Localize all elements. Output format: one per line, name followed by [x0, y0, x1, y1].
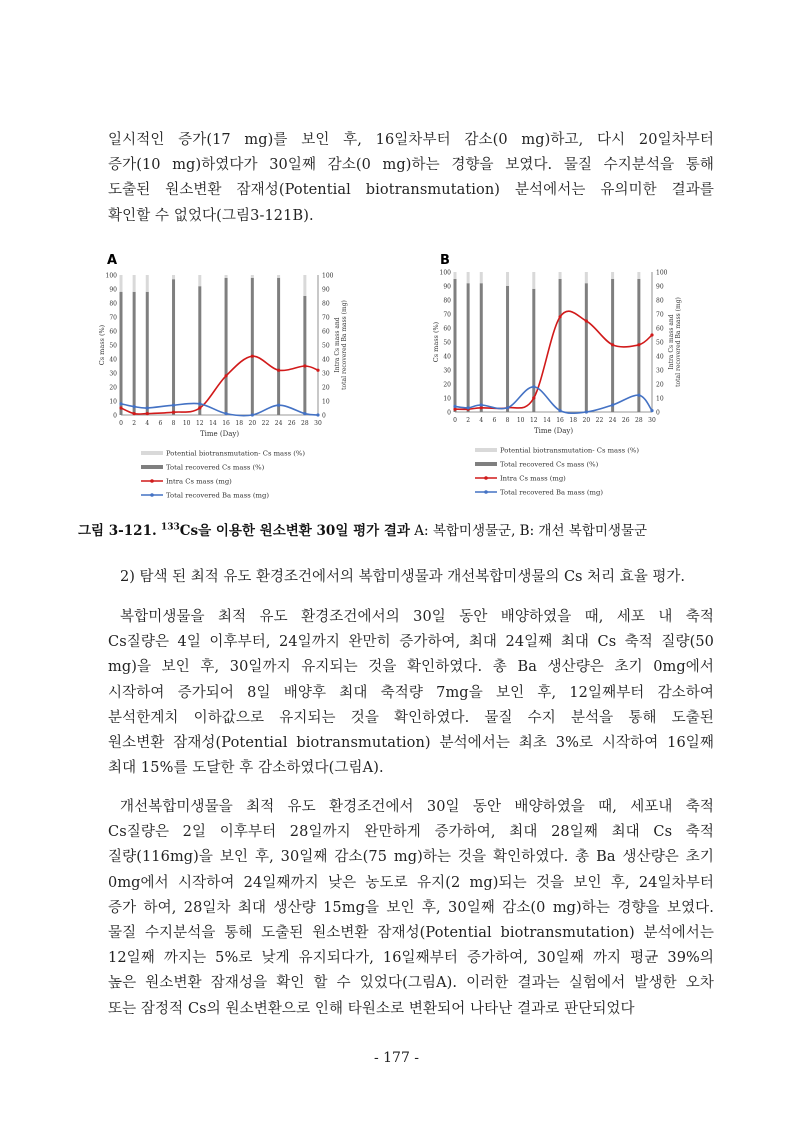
x-tick-label: 18	[235, 420, 244, 427]
legend-marker	[484, 476, 488, 480]
point-ba-mass	[480, 403, 483, 406]
y-tick-label: 40	[443, 353, 451, 361]
y-axis-label: Cs mass (%)	[432, 321, 440, 363]
legend-swatch	[141, 465, 163, 469]
x-tick-label: 24	[608, 417, 617, 424]
paragraph-line: mg)을 보인 후, 30일까지 유지되는 것을 확인하였다. 총 Ba 생산량은 초기 0mg에서	[108, 659, 714, 676]
x-axis-label: Time (Day)	[199, 430, 240, 438]
bar-recovered-cs	[585, 283, 588, 412]
y2-tick-label: 30	[322, 370, 330, 378]
point-ba-mass	[453, 405, 456, 408]
y2-tick-label: 0	[322, 412, 326, 420]
bar-potential-biotransmutation	[506, 272, 509, 286]
y2-tick-label: 20	[322, 384, 330, 392]
x-tick-label: 10	[516, 417, 525, 424]
point-intra-cs	[133, 412, 136, 415]
y2-tick-label: 20	[656, 381, 664, 389]
legend-swatch	[475, 462, 497, 466]
point-intra-cs	[532, 396, 535, 399]
point-ba-mass	[146, 406, 149, 409]
legend-label: Total recovered Ba mass (mg)	[500, 488, 603, 497]
y2-tick-label: 40	[656, 353, 664, 361]
point-ba-mass	[224, 412, 227, 415]
x-tick-label: 6	[158, 420, 163, 427]
bar-recovered-cs	[467, 283, 470, 412]
x-tick-label: 14	[209, 420, 217, 427]
point-ba-mass	[532, 385, 535, 388]
panel-label-b: B	[440, 253, 450, 268]
x-tick-label: 16	[556, 417, 564, 424]
point-ba-mass	[172, 404, 175, 407]
point-intra-cs	[198, 406, 201, 409]
paragraph-line: 또는 잠정적 Cs의 원소변환으로 인해 타원소로 변환되어 나타난 결과로 판단되었다	[108, 1000, 635, 1017]
caption-title: Cs을 이용한 원소변환 30일 평가 결과	[179, 523, 410, 539]
y-tick-label: 80	[443, 297, 451, 305]
panel-label-a: A	[107, 253, 118, 268]
paragraph-line: Cs질량은 2일 이후부터 28일까지 완만하게 증가하여, 최대 28일째 최대 Cs 축적	[108, 824, 714, 841]
x-tick-label: 30	[314, 420, 322, 427]
y2-tick-label: 50	[322, 342, 330, 350]
point-ba-mass	[558, 409, 561, 412]
point-intra-cs	[146, 412, 149, 415]
x-tick-label: 20	[248, 420, 257, 427]
paragraph-line: 시작하여 증가되어 8일 배양후 최대 축적량 7mg을 보인 후, 12일째부터 감소하여	[108, 684, 714, 701]
y2-tick-label: 70	[322, 314, 330, 322]
legend-label: Total recovered Cs mass (%)	[166, 463, 265, 472]
bar-potential-biotransmutation	[454, 272, 457, 279]
bar-potential-biotransmutation	[637, 272, 640, 279]
bar-recovered-cs	[120, 292, 123, 415]
y2-tick-label: 10	[656, 395, 664, 403]
y2-tick-label: 80	[656, 297, 664, 305]
point-intra-cs	[650, 333, 653, 336]
x-tick-label: 16	[222, 420, 230, 427]
x-tick-label: 12	[529, 417, 538, 424]
bar-recovered-cs	[303, 296, 306, 415]
bar-potential-biotransmutation	[120, 275, 123, 292]
y-tick-label: 100	[439, 269, 451, 277]
bar-potential-biotransmutation	[585, 272, 588, 283]
point-intra-cs	[251, 355, 254, 358]
paragraph-line: 물질 수지분석을 통해 도출된 원소변환 잠재성(Potential biotransmutation) 분석에서는	[108, 925, 714, 942]
paragraph-line: 0mg에서 시작하여 24일째까지 낮은 농도로 유지(2 mg)되는 것을 보인 후, 24일차부터	[108, 874, 714, 891]
point-intra-cs	[224, 374, 227, 377]
x-tick-label: 2	[132, 420, 137, 427]
legend-label: Intra Cs mass (mg)	[166, 477, 232, 486]
point-intra-cs	[277, 369, 280, 372]
x-tick-label: 2	[466, 417, 471, 424]
bar-recovered-cs	[532, 289, 535, 412]
y2-tick-label: 90	[656, 283, 664, 291]
point-ba-mass	[119, 402, 122, 405]
x-tick-label: 28	[301, 420, 309, 427]
point-intra-cs	[637, 343, 640, 346]
legend-label: Potential biotransmutation- Cs mass (%)	[166, 449, 306, 458]
x-tick-label: 8	[171, 420, 176, 427]
y2-tick-label: 30	[656, 367, 664, 375]
bar-potential-biotransmutation	[198, 275, 201, 286]
x-tick-label: 22	[595, 417, 604, 424]
paragraph-line: 12일째 까지는 5%로 낮게 유지되다가, 16일째부터 증가하여, 30일째 까지 평균 39%의	[108, 950, 714, 967]
y-tick-label: 10	[109, 398, 117, 406]
point-ba-mass	[637, 394, 640, 397]
y2-axis-label-line1: Intra Cs mass and	[668, 314, 675, 370]
y-tick-label: 40	[109, 356, 117, 364]
bar-recovered-cs	[146, 292, 149, 415]
point-intra-cs	[453, 408, 456, 411]
paragraph-line: 증가(10 mg)하였다가 30일째 감소(0 mg)하는 경향을 보였다. 물질 수지분석을 통해	[108, 157, 714, 174]
paragraph-line: Cs질량은 4일 이후부터, 24일까지 완만히 증가하여, 최대 24일째 최대 Cs 축적 질량(50	[108, 634, 714, 651]
intro-paragraph	[108, 128, 714, 229]
y-tick-label: 80	[109, 300, 117, 308]
y-tick-label: 100	[105, 272, 117, 280]
figure-caption	[78, 519, 647, 539]
point-intra-cs	[316, 369, 319, 372]
y2-tick-label: 80	[322, 300, 330, 308]
bar-potential-biotransmutation	[532, 272, 535, 289]
bar-potential-biotransmutation	[146, 275, 149, 292]
y2-tick-label: 70	[656, 311, 664, 319]
line-intra-cs	[121, 356, 318, 414]
bar-potential-biotransmutation	[303, 275, 306, 296]
y-tick-label: 50	[109, 342, 117, 350]
bar-recovered-cs	[172, 279, 175, 415]
caption-description: A: 복합미생물군, B: 개선 복합미생물군	[409, 523, 648, 539]
section-heading: 2) 탐색 된 최적 유도 환경조건에서의 복합미생물과 개선복합미생물의 Cs 처리 효율 평가.	[120, 569, 685, 585]
y-tick-label: 0	[113, 412, 117, 420]
y2-tick-label: 60	[656, 325, 664, 333]
bar-recovered-cs	[133, 292, 136, 415]
x-tick-label: 4	[479, 417, 484, 424]
y-tick-label: 60	[109, 328, 117, 336]
x-tick-label: 18	[569, 417, 578, 424]
x-tick-label: 30	[648, 417, 656, 424]
paragraph-line: 높은 원소변환 잠재성을 확인 할 수 있었다(그림A). 이러한 결과는 실험에서 발생한 오차	[108, 975, 714, 992]
point-ba-mass	[650, 409, 653, 412]
y-tick-label: 90	[443, 283, 451, 291]
point-ba-mass	[316, 413, 319, 416]
line-ba-mass	[455, 387, 652, 413]
caption-isotope: 133	[160, 522, 180, 533]
legend-swatch	[475, 448, 497, 452]
legend-label: Total recovered Cs mass (%)	[500, 460, 599, 469]
point-intra-cs	[585, 319, 588, 322]
y-tick-label: 30	[109, 370, 117, 378]
point-ba-mass	[467, 406, 470, 409]
y2-tick-label: 0	[656, 409, 660, 417]
point-ba-mass	[277, 404, 280, 407]
legend-marker	[150, 493, 154, 497]
legend-label: Intra Cs mass (mg)	[500, 474, 566, 483]
bar-potential-biotransmutation	[225, 275, 228, 278]
x-tick-label: 26	[621, 417, 630, 424]
y2-tick-label: 100	[322, 272, 334, 280]
bar-recovered-cs	[454, 279, 457, 412]
x-tick-label: 22	[261, 420, 270, 427]
y-tick-label: 30	[443, 367, 451, 375]
point-intra-cs	[558, 315, 561, 318]
bar-recovered-cs	[559, 279, 562, 412]
point-intra-cs	[611, 343, 614, 346]
x-tick-label: 28	[635, 417, 643, 424]
point-ba-mass	[198, 402, 201, 405]
x-tick-label: 8	[505, 417, 510, 424]
paragraph-line: 질량(116mg)을 보인 후, 30일째 감소(75 mg)하는 것을 확인하였다. 총 Ba 생산량은 초기	[108, 849, 714, 866]
chart-panel-a	[96, 265, 426, 515]
x-tick-label: 26	[287, 420, 296, 427]
x-tick-label: 12	[195, 420, 204, 427]
point-ba-mass	[133, 405, 136, 408]
x-axis-label: Time (Day)	[533, 427, 574, 435]
paragraph-line: 원소변환 잠재성(Potential biotransmutation) 분석에서는 최초 3%로 시작하여 16일째	[108, 735, 714, 752]
chart-panel-b	[430, 262, 760, 512]
y-tick-label: 90	[109, 286, 117, 294]
y2-axis-label-line2: total recovered Ba mass (mg)	[341, 300, 348, 390]
y-tick-label: 70	[109, 314, 117, 322]
bar-recovered-cs	[251, 278, 254, 415]
paragraph-line: 최대 15%를 도달한 후 감소하였다(그림A).	[108, 760, 384, 777]
y2-tick-label: 10	[322, 398, 330, 406]
page-number: - 177 -	[373, 1050, 420, 1066]
y-tick-label: 20	[109, 384, 117, 392]
legend-marker	[150, 479, 154, 483]
paragraph-complex-microbes	[108, 605, 714, 781]
point-ba-mass	[611, 403, 614, 406]
y2-axis-label-line2: total recovered Ba mass (mg)	[675, 297, 682, 387]
bar-potential-biotransmutation	[559, 272, 562, 279]
y-tick-label: 60	[443, 325, 451, 333]
legend-label: Total recovered Ba mass (mg)	[166, 491, 269, 500]
caption-label: 그림 3-121.	[78, 523, 157, 539]
x-tick-label: 14	[543, 417, 551, 424]
legend-marker	[484, 490, 488, 494]
paragraph-line: 분석한계치 이하값으로 유지되는 것을 확인하였다. 물질 수지 분석을 통해 도출된	[108, 709, 714, 726]
x-tick-label: 20	[582, 417, 591, 424]
y2-tick-label: 90	[322, 286, 330, 294]
point-intra-cs	[172, 411, 175, 414]
x-tick-label: 6	[492, 417, 497, 424]
paragraph-improved-microbes	[108, 795, 714, 1022]
bar-potential-biotransmutation	[251, 275, 254, 278]
point-intra-cs	[119, 406, 122, 409]
paragraph-line: 도출된 원소변환 잠재성(Potential biotransmutation) 분석에서는 유의미한 결과를	[108, 182, 714, 199]
x-tick-label: 0	[119, 420, 123, 427]
paragraph-line: 증가 하여, 28일차 최대 생산량 15mg을 보인 후, 30일째 감소(0 mg)하는 경향을 보였다.	[108, 899, 714, 916]
paragraph-line: 복합미생물을 최적 유도 환경조건에서의 30일 동안 배양하였을 때, 세포 내 축적	[120, 609, 714, 625]
point-ba-mass	[506, 406, 509, 409]
y-tick-label: 70	[443, 311, 451, 319]
bar-potential-biotransmutation	[172, 275, 175, 279]
bar-potential-biotransmutation	[480, 272, 483, 283]
y2-tick-label: 100	[656, 269, 668, 277]
point-ba-mass	[585, 410, 588, 413]
bar-potential-biotransmutation	[277, 275, 280, 278]
y-tick-label: 10	[443, 395, 451, 403]
bar-recovered-cs	[506, 286, 509, 412]
y2-tick-label: 60	[322, 328, 330, 336]
y-tick-label: 50	[443, 339, 451, 347]
x-tick-label: 24	[274, 420, 283, 427]
bar-recovered-cs	[198, 286, 201, 415]
paragraph-line: 개선복합미생물을 최적 유도 환경조건에서 30일 동안 배양하였을 때, 세포내 축적	[120, 799, 714, 815]
bar-potential-biotransmutation	[133, 275, 136, 292]
y-tick-label: 20	[443, 381, 451, 389]
point-ba-mass	[251, 413, 254, 416]
x-tick-label: 10	[182, 420, 191, 427]
bar-recovered-cs	[277, 278, 280, 415]
point-intra-cs	[480, 406, 483, 409]
point-intra-cs	[303, 364, 306, 367]
bar-potential-biotransmutation	[611, 272, 614, 279]
legend-swatch	[141, 451, 163, 455]
paragraph-line: 일시적인 증가(17 mg)를 보인 후, 16일차부터 감소(0 mg)하고, 다시 20일차부터	[108, 132, 714, 148]
y-axis-label: Cs mass (%)	[98, 324, 106, 366]
y2-axis-label-line1: Intra Cs mass and	[334, 317, 341, 373]
paragraph-line: 확인할 수 없었다(그림3-121B).	[108, 207, 314, 224]
point-ba-mass	[303, 412, 306, 415]
legend-label: Potential biotransmutation- Cs mass (%)	[500, 446, 640, 455]
y-tick-label: 0	[447, 409, 451, 417]
line-intra-cs	[455, 311, 652, 409]
y2-tick-label: 40	[322, 356, 330, 364]
bar-potential-biotransmutation	[467, 272, 470, 283]
x-tick-label: 0	[453, 417, 457, 424]
y2-tick-label: 50	[656, 339, 664, 347]
bar-recovered-cs	[225, 278, 228, 415]
bar-recovered-cs	[480, 283, 483, 412]
x-tick-label: 4	[145, 420, 150, 427]
